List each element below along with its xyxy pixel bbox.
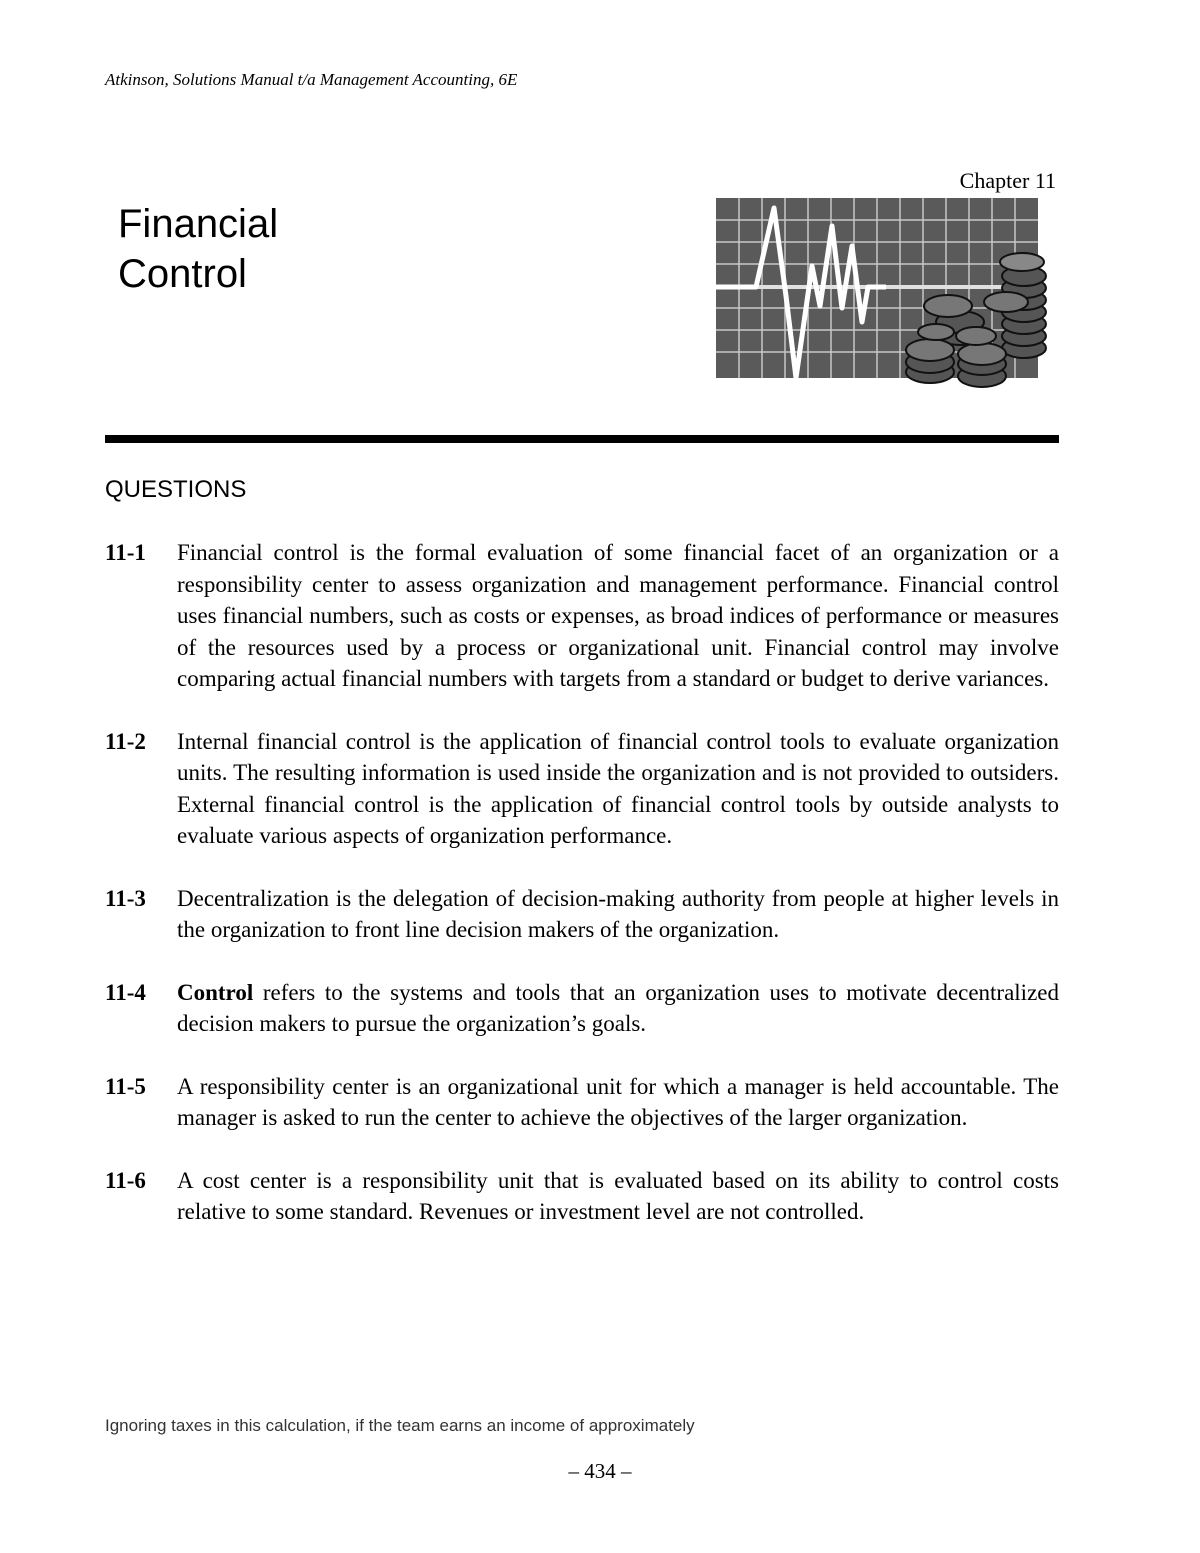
title-divider bbox=[105, 435, 1059, 443]
question-answer: Internal financial control is the application of financial control tools to evaluate organization units. The resulting information is used inside the organization and is not provided to outsiders. External financial control is the application of financial control tools by outside analysts to evaluate various aspects of organization performance. bbox=[177, 728, 1059, 848]
question-item bbox=[105, 1071, 1059, 1134]
chapter-title-line-1: Financial bbox=[118, 202, 279, 246]
footnote: Ignoring taxes in this calculation, if the team earns an income of approximately bbox=[105, 1416, 695, 1435]
question-answer: Financial control is the formal evaluation of some financial facet of an organization or a responsibility center to assess organization and management performance. Financial control uses financial numbers, such as costs or expenses, as broad indices of performance or measures of the resources used by a process or organizational unit. Financial control may involve comparing actual financial numbers with targets from a standard or budget to derive variances. bbox=[177, 540, 1059, 691]
question-number: 11-1 bbox=[105, 540, 146, 565]
question-item bbox=[105, 977, 1059, 1040]
question-answer: Decentralization is the delegation of decision-making authority from people at higher levels in the organization to front line decision makers of the organization. bbox=[177, 885, 1059, 942]
bold-term: Control bbox=[177, 979, 254, 1005]
question-item bbox=[105, 726, 1059, 852]
question-answer: A responsibility center is an organizational unit for which a manager is held accountable. The manager is asked to run the center to achieve the objectives of the larger organization. bbox=[177, 1073, 1059, 1130]
question-number: 11-2 bbox=[105, 728, 146, 754]
page-number: – 434 – bbox=[568, 1459, 632, 1483]
section-heading: QUESTIONS bbox=[105, 476, 247, 503]
question-number: 11-4 bbox=[105, 979, 146, 1005]
questions-list bbox=[105, 537, 1059, 1228]
question-item bbox=[105, 537, 1059, 695]
question-number: 11-6 bbox=[105, 1167, 146, 1193]
chapter-title-line-2: Control bbox=[118, 252, 247, 296]
chapter-label: Chapter 11 bbox=[959, 168, 1056, 193]
question-answer: A cost center is a responsibility unit that is evaluated based on its ability to control costs relative to some standard. Revenues or investment level are not controlled. bbox=[177, 1167, 1059, 1224]
question-answer bbox=[177, 977, 1059, 1040]
running-head: Atkinson, Solutions Manual t/a Management Accounting, 6E bbox=[105, 70, 518, 89]
question-number: 11-3 bbox=[105, 885, 146, 911]
question-item bbox=[105, 883, 1059, 946]
question-answer-rest: refers to the systems and tools that an organization uses to motivate decentralized decision makers to pursue the organization’s goals. bbox=[177, 979, 1059, 1036]
chart-with-coins-icon bbox=[716, 196, 1052, 400]
question-number: 11-5 bbox=[105, 1073, 146, 1099]
question-item bbox=[105, 1165, 1059, 1228]
chapter-title bbox=[118, 199, 278, 299]
